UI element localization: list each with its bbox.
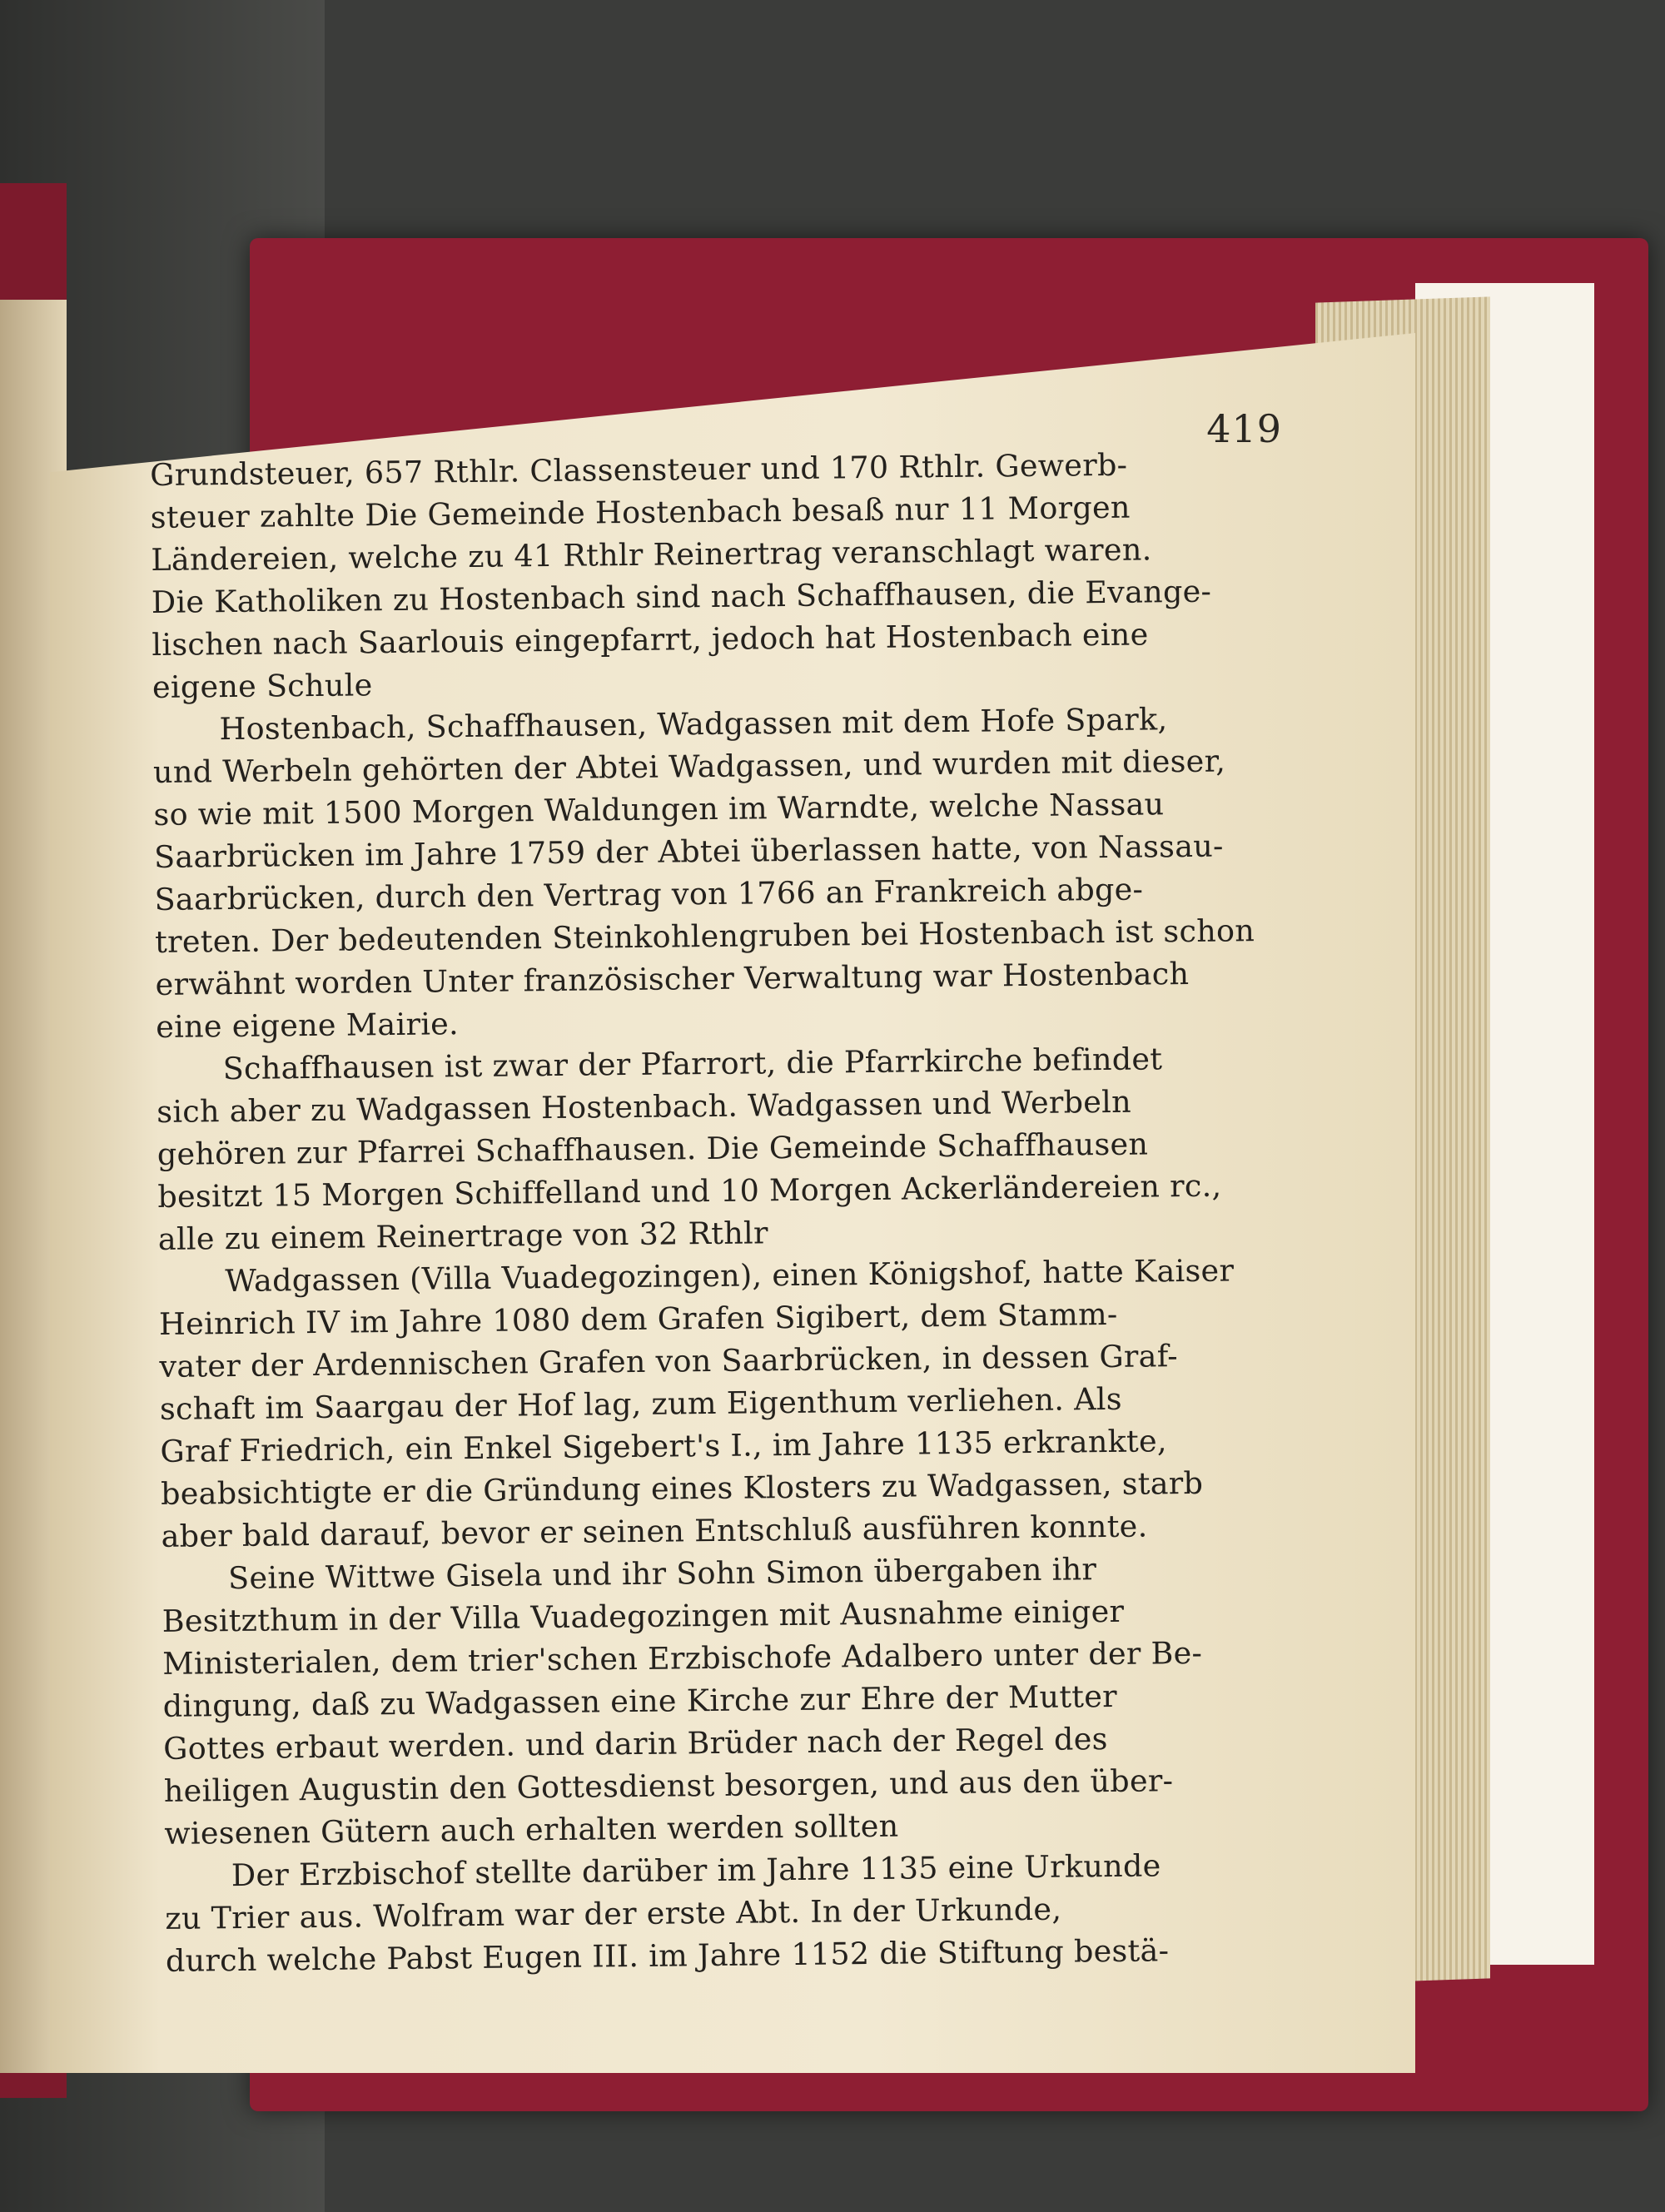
text-line: Graf Friedrich, ein Enkel Sigebert's I., im Jahre 1135 erkrankte, <box>160 1423 1168 1469</box>
text-line: besitzt 15 Morgen Schiffelland und 10 Morgen Ackerländereien rc., <box>157 1167 1222 1215</box>
text-line: durch welche Pabst Eugen III. im Jahre 1152 die Stiftung bestä- <box>165 1932 1170 1979</box>
page-text <box>150 442 1281 1982</box>
text-line: vater der Ardennischen Grafen von Saarbrücken, in dessen Graf- <box>159 1338 1179 1384</box>
text-line: Ministerialen, dem trier'schen Erzbischofe Adalbero unter der Be- <box>162 1634 1203 1682</box>
text-line: Saarbrücken, durch den Vertrag von 1766 an Frankreich abge- <box>154 871 1144 917</box>
text-line: Besitzthum in der Villa Vuadegozingen mit Ausnahme einiger <box>162 1593 1125 1639</box>
text-line: wiesenen Gütern auch erhalten werden sollten <box>164 1807 899 1852</box>
text-line: heiligen Augustin den Gottesdienst besorgen, und aus den über- <box>163 1762 1174 1809</box>
text-line: Saarbrücken im Jahre 1759 der Abtei überlassen hatte, von Nassau- <box>153 828 1224 875</box>
text-line: Gottes erbaut werden. und darin Brüder nach der Regel des <box>163 1721 1108 1767</box>
text-line: Wadgassen (Villa Vuadegozingen), einen Königshof, hatte Kaiser <box>225 1252 1235 1300</box>
text-line: steuer zahlte Die Gemeinde Hostenbach besaß nur 11 Morgen <box>150 489 1131 535</box>
text-line: Die Katholiken zu Hostenbach sind nach Schaffhausen, die Evange- <box>151 573 1212 620</box>
text-line: aber bald darauf, bevor er seinen Entschluß ausführen konnte. <box>161 1508 1148 1554</box>
text-line: und Werbeln gehörten der Abtei Wadgassen, und wurden mit dieser, <box>152 743 1226 790</box>
text-line: Der Erzbischof stellte darüber im Jahre 1135 eine Urkunde <box>231 1847 1161 1894</box>
text-line: Ländereien, welche zu 41 Rthlr Reinertrag veranschlagt waren. <box>151 531 1152 578</box>
text-line: Seine Wittwe Gisela und ihr Sohn Simon übergaben ihr <box>227 1551 1097 1597</box>
text-line: dingung, daß zu Wadgassen eine Kirche zur Ehre der Mutter <box>162 1678 1118 1724</box>
text-line: Heinrich IV im Jahre 1080 dem Grafen Sigibert, dem Stamm- <box>158 1295 1118 1342</box>
text-line: Hostenbach, Schaffhausen, Wadgassen mit dem Hofe Spark, <box>219 701 1168 748</box>
text-line: alle zu einem Reinertrage von 32 Rthlr <box>157 1215 769 1257</box>
text-line: treten. Der bedeutenden Steinkohlengruben bei Hostenbach ist schon <box>154 912 1255 960</box>
text-line: Grundsteuer, 657 Rthlr. Classensteuer und 170 Rthlr. Gewerb- <box>150 446 1128 493</box>
text-line: Schaffhausen ist zwar der Pfarrort, die Pfarrkirche befindet <box>222 1041 1163 1087</box>
text-line: zu Trier aus. Wolfram war der erste Abt. In der Urkunde, <box>165 1891 1062 1936</box>
text-line: eine eigene Mairie. <box>155 1006 460 1045</box>
text-line: eigene Schule <box>152 667 373 705</box>
text-line: gehören zur Pfarrei Schaffhausen. Die Gemeinde Schaffhausen <box>157 1126 1149 1172</box>
text-line: so wie mit 1500 Morgen Waldungen im Warndte, welche Nassau <box>153 786 1165 833</box>
text-line: beabsichtigte er die Gründung eines Klosters zu Wadgassen, starb <box>160 1464 1204 1512</box>
text-line: erwähnt worden Unter französischer Verwaltung war Hostenbach <box>155 955 1190 1002</box>
text-line: sich aber zu Wadgassen Hostenbach. Wadgassen und Werbeln <box>157 1083 1132 1130</box>
page-number: 419 <box>1206 406 1282 451</box>
text-line: schaft im Saargau der Hof lag, zum Eigenthum verliehen. Als <box>159 1380 1122 1427</box>
text-line: lischen nach Saarlouis eingepfarrt, jedoch hat Hostenbach eine <box>152 616 1149 663</box>
